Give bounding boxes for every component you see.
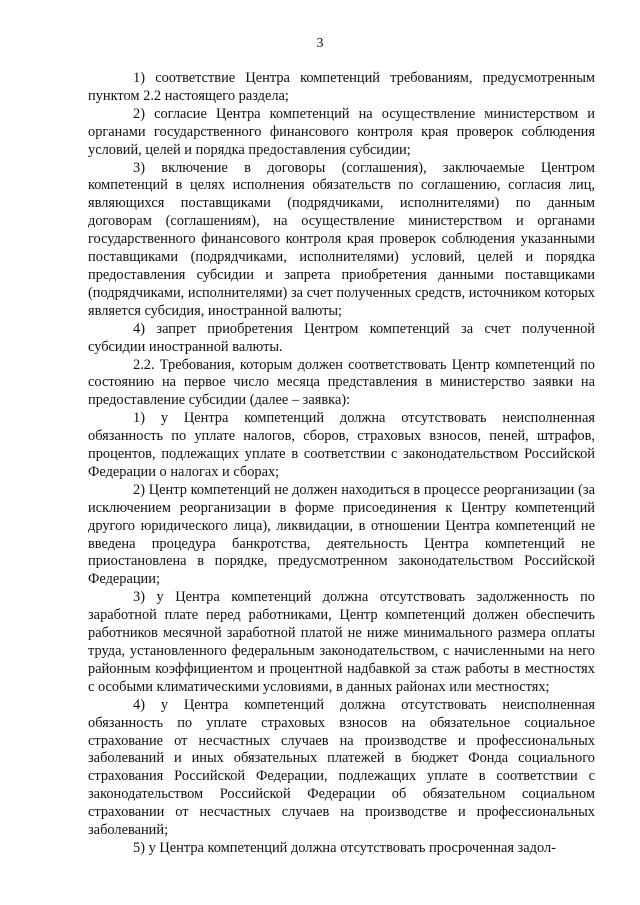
paragraph-requirement-4: 4) у Центра компетенций должна отсутствовать неисполненная обязанность по уплате страховых взносов на обязательное социальное страхование от несчастных случаев на производстве и профессиональных заболеваний и иных обязательных платежей в бюджет Фонда социального страхования Российской Федерации, подлежащих уплате в соответствии с законодательством Российской Федерации об обязательном социальном страховании от несчастных случаев на производстве и профессиональных заболеваний;: [88, 696, 595, 839]
paragraph-section-2-2: 2.2. Требования, которым должен соответствовать Центр компетенций по состоянию на первое число месяца представления в министерство заявки на предоставление субсидии (далее – заявка):: [88, 356, 595, 409]
paragraph-requirement-1: 1) у Центра компетенций должна отсутствовать неисполненная обязанность по уплате налогов, сборов, страховых взносов, пеней, штрафов, процентов, подлежащих уплате в соответствии с законодательством Российской Федерации о налогах и сборах;: [88, 410, 595, 480]
paragraph-clause-1: 1) соответствие Центра компетенций требованиям, предусмотренным пунктом 2.2 настоящего раздела;: [88, 70, 595, 104]
paragraph-requirement-2: 2) Центр компетенций не должен находиться в процессе реорганизации (за исключением реорганизации в форме присоединения к Центру компетенций другого юридического лица), ликвидации, в отношении Центра компетенций не введена процедура банкротства, деятельность Центра компетенций не приостановлена в порядке, предусмотренном законодательством Российской Федерации;: [88, 481, 595, 588]
paragraph-clause-2: 2) согласие Центра компетенций на осуществление министерством и органами государственного финансового контроля края проверок соблюдения условий, целей и порядка предоставления субсидии;: [88, 105, 595, 158]
document-body: [88, 70, 595, 858]
paragraph-requirement-3: 3) у Центра компетенций должна отсутствовать задолженность по заработной плате перед работниками, Центр компетенций должен обеспечить работников месячной заработной платой не ниже минимального размера оплаты труда, установленного федеральным законодательством, с начисленными на него районным коэффициентом и процентной надбавкой за стаж работы в местностях с особыми климатическими условиями, в данных районах или местностях;: [88, 589, 595, 695]
paragraph-requirement-5: 5) у Центра компетенций должна отсутствовать просроченная задол-: [133, 839, 556, 856]
page-number: 3: [316, 36, 324, 51]
paragraph-clause-3: 3) включение в договоры (соглашения), заключаемые Центром компетенций в целях исполнения обязательств по соглашению, согласия лиц, являющихся поставщиками (подрядчиками, исполнителями) по данным договорам (соглашениям), на осуществление министерством и органами государственного финансового контроля края проверок соблюдения указанными поставщиками (подрядчиками, исполнителями) условий, целей и порядка предоставления субсидии и запрета приобретения данными поставщиками (подрядчиками, исполнителями) за счет полученных средств, источником которых является субсидия, иностранной валюты;: [88, 159, 595, 319]
paragraph-clause-4: 4) запрет приобретения Центром компетенций за счет полученной субсидии иностранной валюты.: [88, 320, 595, 355]
